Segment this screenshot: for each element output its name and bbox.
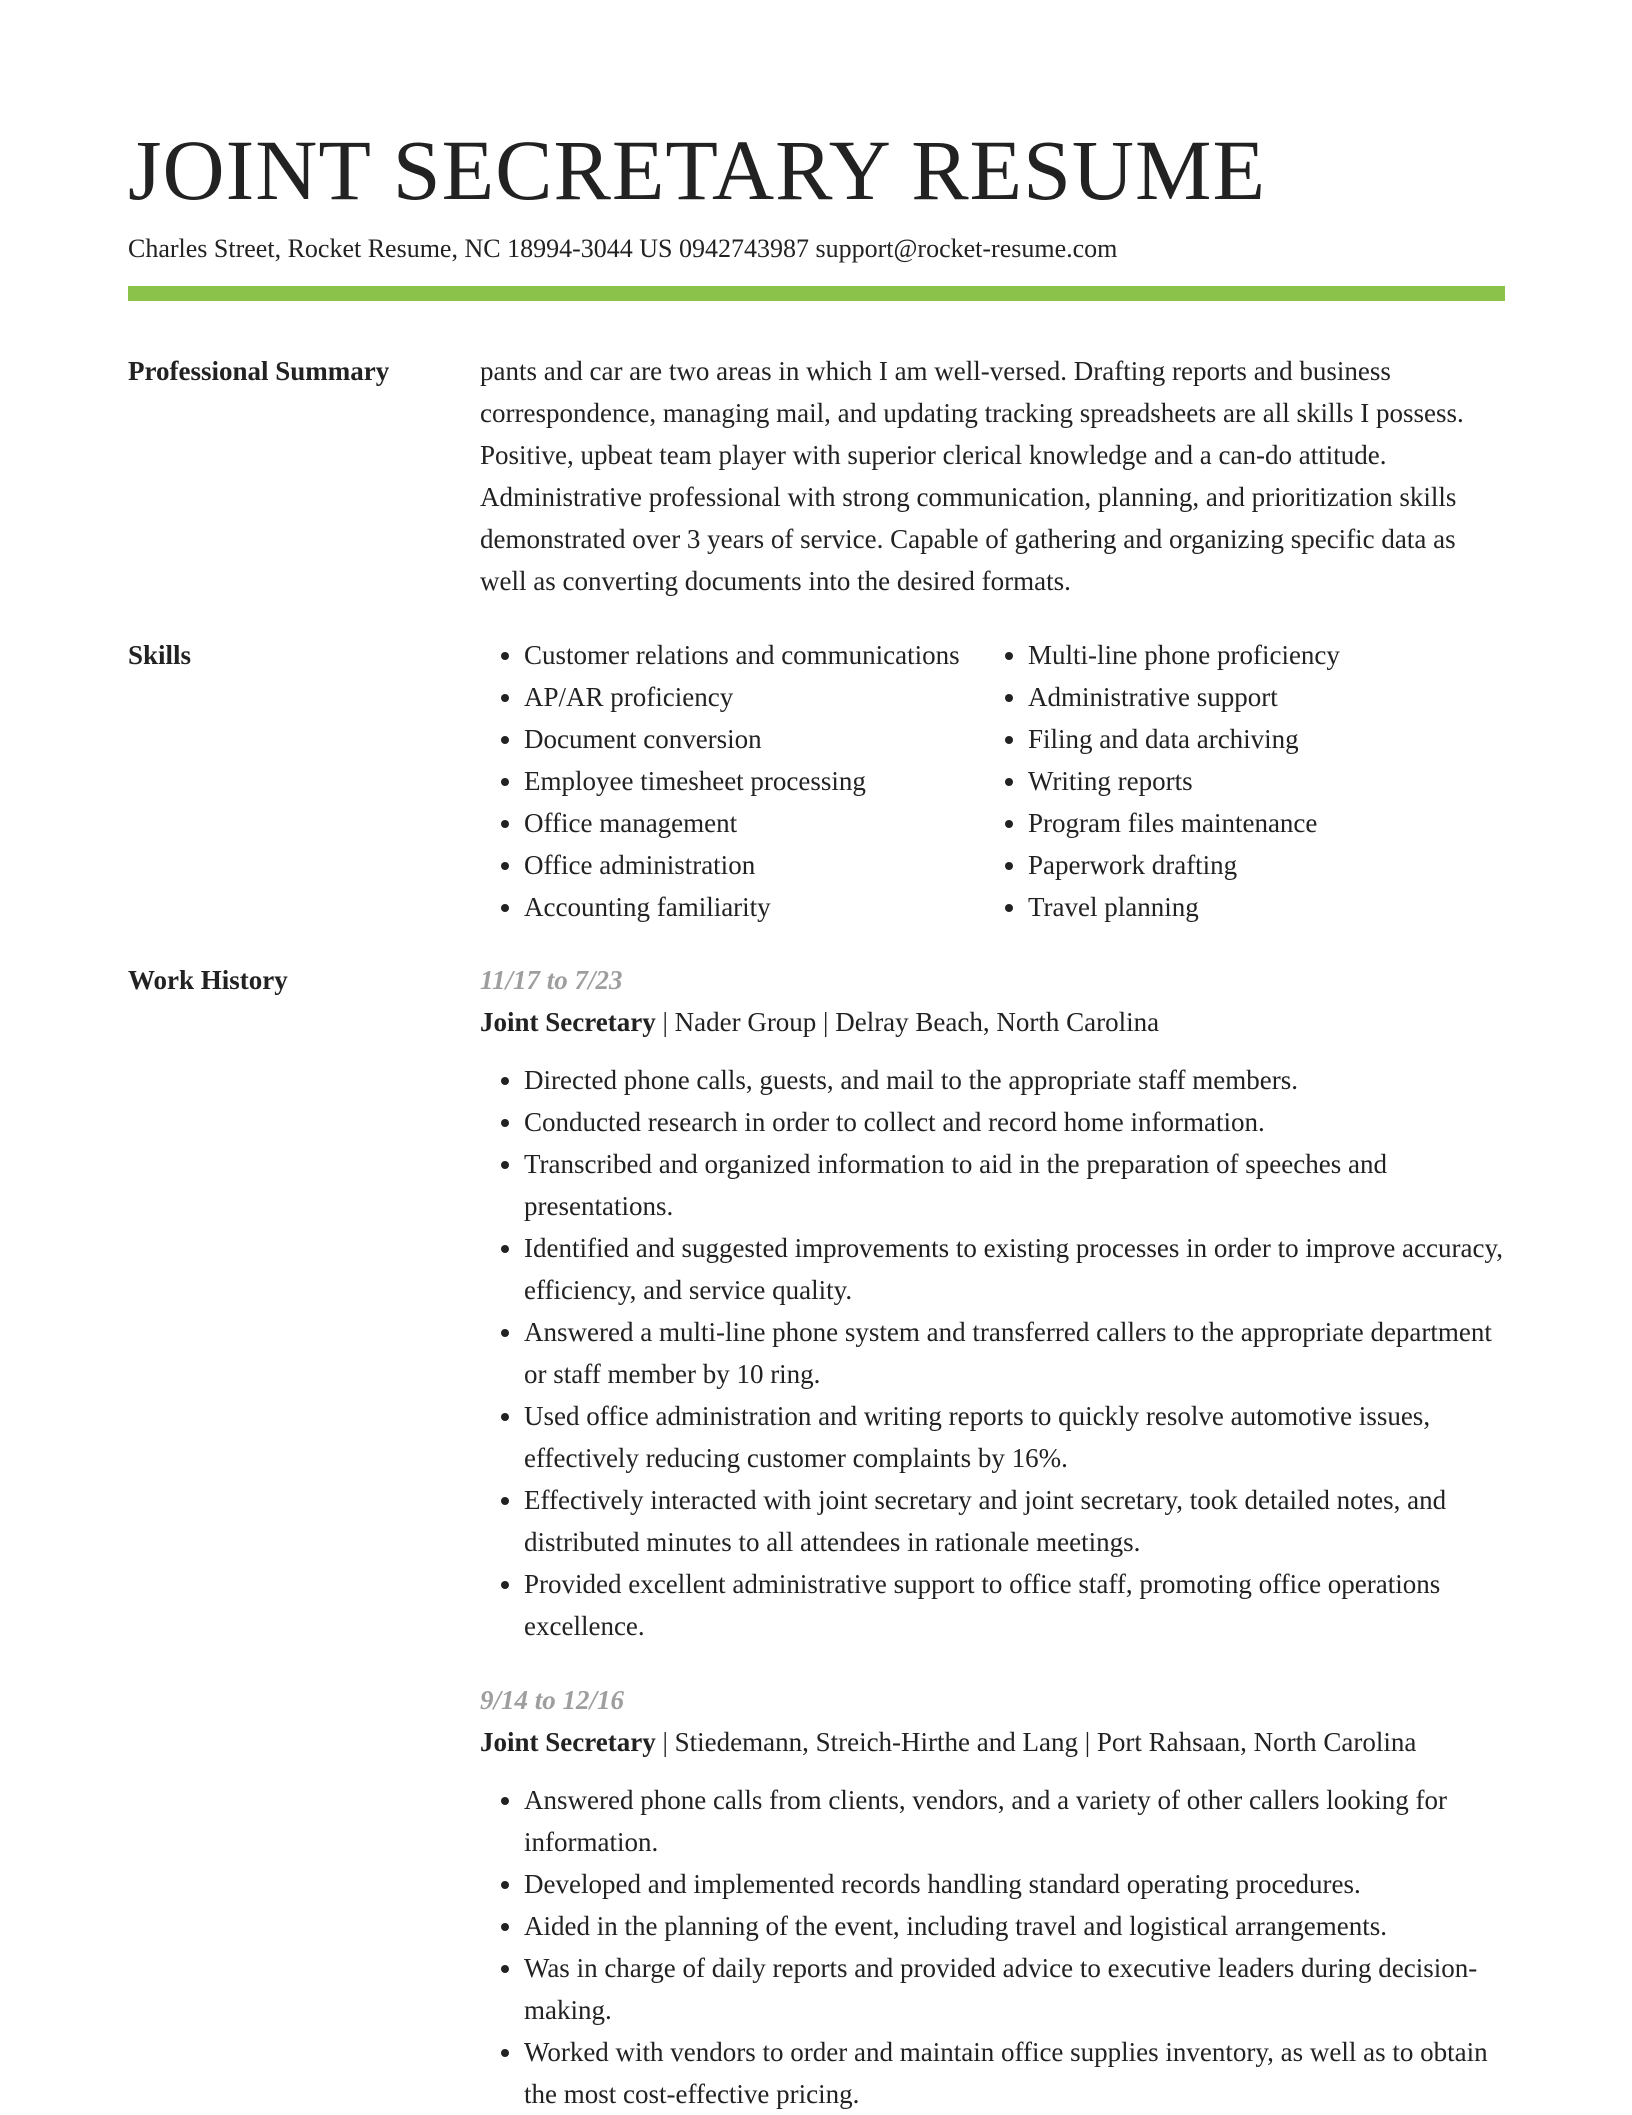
summary-body: [480, 350, 1505, 602]
job-bullet: • Transcribed and organized information to aid in the preparation of speeches and presentations.: [524, 1143, 1505, 1227]
skill-item: • Document conversion: [524, 718, 984, 760]
skills-heading: Skills: [128, 640, 192, 670]
skill-item: • Employee timesheet processing: [524, 760, 984, 802]
job-bullet: • Developed and implemented records handling standard operating procedures.: [524, 1863, 1505, 1905]
skill-item: • Office management: [524, 802, 984, 844]
summary-text: pants and car are two areas in which I am well-versed. Drafting reports and business correspondence, managing mail, and updating tracking spreadsheets are all skills I possess. Positive, upbeat team player with superior clerical knowledge and a can-do attitude. Administrative professional with strong communication, planning, and prioritization skills demonstrated over 3 years of service. Capable of gathering and organizing specific data as well as converting documents into the desired formats.: [480, 356, 1464, 596]
job-details: | Nader Group | Delray Beach, North Carolina: [655, 1007, 1160, 1037]
skills-list-right: [984, 634, 1505, 928]
job-bullet: • Was in charge of daily reports and provided advice to executive leaders during decision-making.: [524, 1947, 1505, 2031]
header-divider: [128, 286, 1505, 301]
job-bullet: • Answered phone calls from clients, vendors, and a variety of other callers looking for information.: [524, 1779, 1505, 1863]
job-bullets: [480, 1059, 1505, 1647]
job-title: Joint Secretary: [480, 1007, 656, 1037]
skill-item: • Travel planning: [1028, 886, 1505, 928]
job-bullet: • Identified and suggested improvements to existing processes in order to improve accuracy, efficiency, and service quality.: [524, 1227, 1505, 1311]
summary-heading: Professional Summary: [128, 356, 390, 386]
job-header: [480, 1721, 1505, 1763]
job-bullet: • Answered a multi-line phone system and transferred callers to the appropriate department or staff member by 10 ring.: [524, 1311, 1505, 1395]
skill-item: • Accounting familiarity: [524, 886, 984, 928]
job-entry: [480, 959, 1505, 1647]
skills-body: [480, 634, 1505, 928]
job-bullet: • Worked with vendors to order and maintain office supplies inventory, as well as to obtain the most cost-effective pricing.: [524, 2031, 1505, 2115]
job-bullets: [480, 1779, 1505, 2115]
job-details: | Stiedemann, Streich-Hirthe and Lang | Port Rahsaan, North Carolina: [655, 1727, 1417, 1757]
job-title: Joint Secretary: [480, 1727, 656, 1757]
job-bullet: • Used office administration and writing reports to quickly resolve automotive issues, effectively reducing customer complaints by 16%.: [524, 1395, 1505, 1479]
skill-item: • Paperwork drafting: [1028, 844, 1505, 886]
skill-item: • Office administration: [524, 844, 984, 886]
job-bullet: • Directed phone calls, guests, and mail to the appropriate staff members.: [524, 1059, 1505, 1101]
contact-line: Charles Street, Rocket Resume, NC 18994-3044 US 0942743987 support@rocket-resume.com: [128, 234, 1118, 263]
skills-columns: [480, 634, 1505, 928]
skill-item: • Multi-line phone proficiency: [1028, 634, 1505, 676]
skill-item: • Program files maintenance: [1028, 802, 1505, 844]
skill-item: • Filing and data archiving: [1028, 718, 1505, 760]
skill-item: • Administrative support: [1028, 676, 1505, 718]
skill-item: • Customer relations and communications: [524, 634, 984, 676]
job-entry: [480, 1679, 1505, 2115]
skills-list-left: [480, 634, 984, 928]
work-heading: Work History: [128, 965, 288, 995]
skill-item: • Writing reports: [1028, 760, 1505, 802]
job-header: [480, 1001, 1505, 1043]
job-bullet: • Effectively interacted with joint secretary and joint secretary, took detailed notes, and distributed minutes to all attendees in rationale meetings.: [524, 1479, 1505, 1563]
job-dates: 11/17 to 7/23: [480, 965, 623, 995]
job-bullet: • Conducted research in order to collect and record home information.: [524, 1101, 1505, 1143]
resume-title: JOINT SECRETARY RESUME: [128, 122, 1267, 218]
skill-item: • AP/AR proficiency: [524, 676, 984, 718]
job-bullet: • Aided in the planning of the event, including travel and logistical arrangements.: [524, 1905, 1505, 1947]
job-bullet: • Provided excellent administrative support to office staff, promoting office operations excellence.: [524, 1563, 1505, 1647]
job-dates: 9/14 to 12/16: [480, 1685, 625, 1715]
